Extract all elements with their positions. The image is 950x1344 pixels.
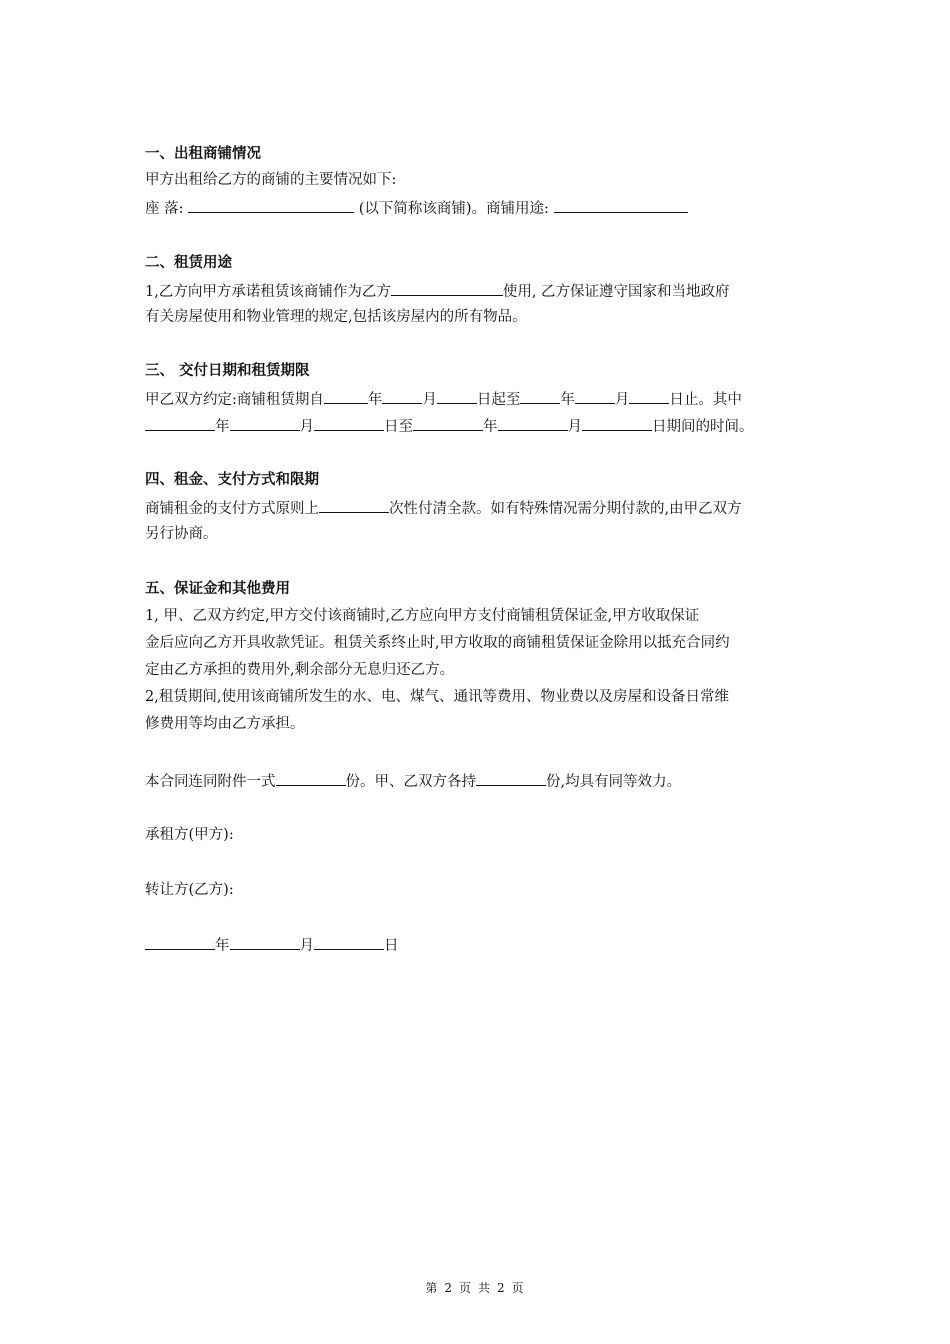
day-until-label: 日至: [384, 419, 413, 435]
month-label: 月: [422, 392, 437, 408]
month-label: 月: [567, 419, 582, 435]
month-label: 月: [614, 392, 630, 408]
blank: [230, 415, 300, 431]
closing-text-c: 份,均具有同等效力。: [546, 774, 682, 790]
section-2-para-2: 有关房屋使用和物业管理的规定,包括该房屋内的所有物品。: [145, 309, 527, 325]
day-from-label: 日起至: [476, 392, 521, 408]
footer-gong: 共: [478, 1281, 492, 1295]
closing-clause: [145, 770, 681, 792]
section-1-para-1: 甲方出租给乙方的商铺的主要情况如下:: [145, 172, 397, 188]
section-2-para-1: [145, 280, 730, 302]
section-5-para-1: 1, 甲、乙双方约定,甲方交付该商铺时,乙方应向甲方支付商铺租赁保证金,甲方收取保证: [145, 608, 700, 624]
footer-di: 第: [425, 1281, 439, 1295]
section-1-para-2: [145, 197, 688, 219]
page-number: 2: [444, 1281, 453, 1295]
footer-ye: 页: [511, 1281, 525, 1295]
month-label: 月: [299, 419, 314, 435]
day-label: 日: [384, 938, 399, 954]
section-3-para-2: [145, 415, 754, 437]
section-5-para-3: 定由乙方承担的费用外,剩余部分无息归还乙方。: [145, 662, 455, 678]
blank: [382, 388, 422, 404]
year-label: 年: [215, 938, 230, 954]
blank: [575, 388, 615, 404]
section-5-para-4: 2,租赁期间,使用该商铺所发生的水、电、煤气、通讯等费用、物业费以及房屋和设备日常维: [145, 689, 729, 705]
location-note: (以下简称该商铺)。商铺用途:: [358, 201, 549, 217]
section-4-para-1: [145, 497, 742, 519]
blank: [413, 415, 483, 431]
closing-text-b: 份。甲、乙双方各持: [345, 774, 476, 790]
installment-blank: [319, 497, 389, 513]
year-label: 年: [560, 392, 575, 408]
year-label: 年: [367, 392, 383, 408]
lessor-signature-label: 承租方(甲方):: [145, 827, 234, 843]
purpose-blank: [391, 280, 503, 296]
copies-blank: [276, 770, 346, 786]
location-label: 座 落:: [145, 201, 184, 217]
blank: [145, 415, 215, 431]
section-2-text-a: 1,乙方向甲方承诺租赁该商铺作为乙方: [145, 284, 391, 300]
blank: [230, 934, 300, 950]
section-2-text-b: 使用, 乙方保证遵守国家和当地政府: [502, 284, 730, 300]
year-label: 年: [483, 419, 498, 435]
blank: [324, 388, 368, 404]
blank: [520, 388, 560, 404]
section-4-heading: 四、租金、支付方式和限期: [145, 471, 319, 488]
section-3-heading: 三、 交付日期和租赁期限: [145, 362, 310, 379]
blank: [498, 415, 568, 431]
blank: [437, 388, 477, 404]
year-label: 年: [215, 419, 230, 435]
closing-text-a: 本合同连同附件一式: [145, 774, 276, 790]
page-footer: [0, 1279, 950, 1296]
usage-blank: [554, 197, 688, 213]
copies-each-blank: [476, 770, 546, 786]
day-to-label: 日止。其中: [669, 392, 742, 408]
section-2-heading: 二、租赁用途: [145, 254, 232, 271]
blank: [314, 415, 384, 431]
blank: [145, 934, 215, 950]
total-pages: 2: [497, 1281, 506, 1295]
section-5-para-5: 修费用等均由乙方承担。: [145, 716, 305, 732]
section-5-para-2: 金后应向乙方开具收款凭证。租赁关系终止时,甲方收取的商铺租赁保证金除用以抵充合同约: [145, 635, 730, 651]
payment-text-a: 商铺租金的支付方式原则上: [145, 501, 319, 517]
payment-text-b: 次性付清全款。如有特殊情况需分期付款的,由甲乙双方: [389, 501, 742, 517]
lessee-signature-label: 转让方(乙方):: [145, 882, 234, 898]
signing-date: [145, 934, 399, 956]
lease-period-text: 甲乙双方约定:商铺租赁期自: [145, 392, 324, 408]
footer-ye: 页: [458, 1281, 472, 1295]
blank: [629, 388, 669, 404]
blank: [314, 934, 384, 950]
period-end-text: 日期间的时间。: [652, 419, 754, 435]
section-1-heading: 一、出租商铺情况: [145, 145, 261, 162]
section-4-para-2: 另行协商。: [145, 526, 218, 542]
section-5-heading: 五、保证金和其他费用: [145, 580, 290, 597]
blank: [582, 415, 652, 431]
location-blank: [188, 197, 354, 213]
section-3-para-1: [145, 388, 742, 410]
month-label: 月: [299, 938, 314, 954]
